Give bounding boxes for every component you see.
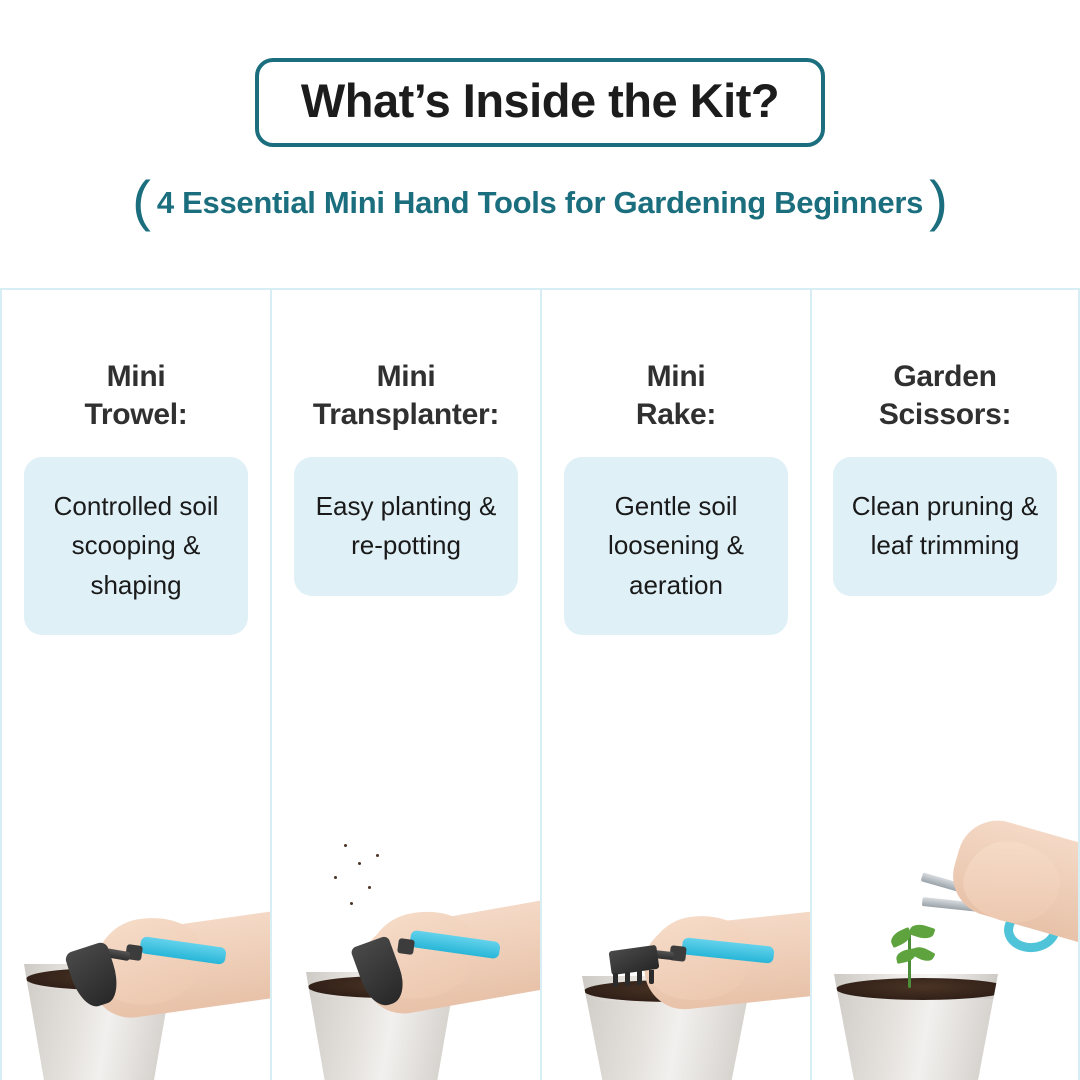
plant-leaf <box>910 944 935 965</box>
tool-photo <box>812 820 1078 1080</box>
rake-tine <box>649 970 654 984</box>
subtitle-container: ( 4 Essential Mini Hand Tools for Gardening Beginners ) <box>132 169 948 232</box>
plant-pot <box>834 974 998 1080</box>
page-subtitle: 4 Essential Mini Hand Tools for Gardening Beginners <box>156 185 924 220</box>
tool-card-mini-trowel <box>0 288 270 1080</box>
tool-heading <box>272 358 540 435</box>
rake-tine <box>613 973 618 987</box>
soil-particle <box>334 876 337 879</box>
tool-card-garden-scissors <box>810 288 1080 1080</box>
tool-heading-line1: Garden <box>893 360 997 393</box>
tool-heading-line2: Trowel: <box>84 398 188 432</box>
tool-card-mini-transplanter <box>270 288 540 1080</box>
soil-particle <box>344 844 347 847</box>
pot-soil <box>836 978 1010 1000</box>
soil-particle <box>368 886 371 889</box>
tool-heading-line2: Transplanter: <box>312 398 500 432</box>
soil-particle <box>358 862 361 865</box>
tool-heading-line2: Scissors: <box>878 398 1012 432</box>
tool-heading-line1: Mini <box>646 360 706 393</box>
tool-description: Gentle soil loosening & aeration <box>564 457 788 636</box>
page-title: What’s Inside the Kit? <box>300 74 780 127</box>
tool-card-mini-rake <box>540 288 810 1080</box>
tool-photo <box>272 820 540 1080</box>
title-box <box>255 58 825 147</box>
plant-leaf <box>909 922 936 942</box>
title-container <box>0 58 1080 147</box>
tool-heading <box>2 358 270 435</box>
soil-particle <box>376 854 379 857</box>
tool-description: Clean pruning & leaf trimming <box>833 457 1057 596</box>
tool-columns <box>0 288 1080 1080</box>
tool-ferrule <box>397 938 415 955</box>
tool-heading-line1: Mini <box>106 360 166 393</box>
tool-photo <box>2 820 270 1080</box>
tool-description: Controlled soil scooping & shaping <box>24 457 248 636</box>
tool-heading <box>542 358 810 435</box>
tool-heading-line2: Rake: <box>635 398 717 432</box>
tool-heading <box>812 358 1078 435</box>
tool-photo <box>542 820 810 1080</box>
rake-tine <box>625 972 630 986</box>
tool-heading-line1: Mini <box>376 360 436 393</box>
tool-description: Easy planting & re-potting <box>294 457 518 596</box>
soil-particle <box>350 902 353 905</box>
rake-tine <box>637 971 642 985</box>
